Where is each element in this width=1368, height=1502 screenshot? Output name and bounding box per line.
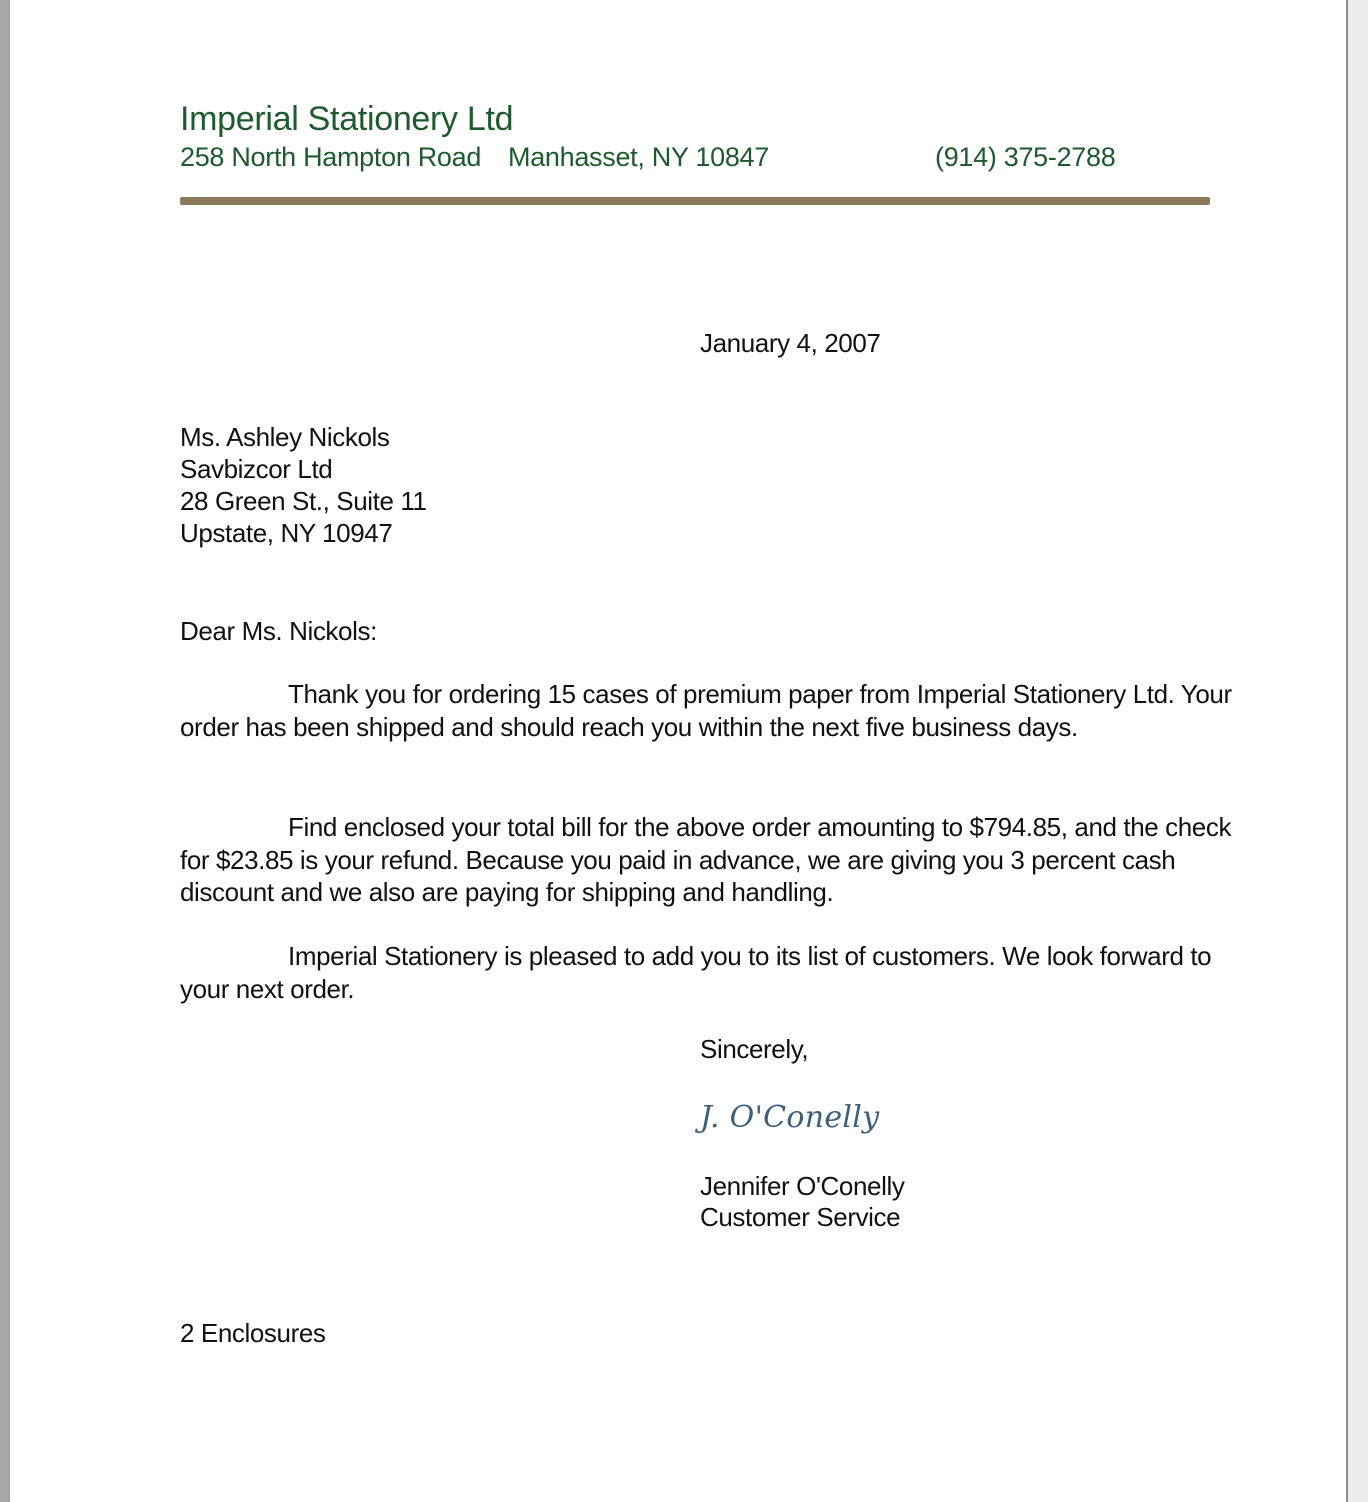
signer-name: Jennifer O'Conelly [700,1171,905,1201]
salutation: Dear Ms. Nickols: [180,616,377,646]
closing: Sincerely, [700,1034,809,1064]
signer-block [700,1170,904,1232]
company-street-address: 258 North Hampton Road [180,142,482,172]
letter-page [10,0,1346,1502]
page-edge-scroll-area [1346,0,1368,1502]
body-paragraph-1: Thank you for ordering 15 cases of premium paper from Imperial Stationery Ltd. Your order has been shipped and should reach you within the next five business days. [180,679,1232,742]
recipient-city: Upstate, NY 10947 [180,518,393,548]
company-city: Manhasset, NY 10847 [508,142,769,172]
body-paragraph-3: Imperial Stationery is pleased to add you to its list of customers. We look forward to your next order. [180,941,1212,1004]
signature: J. O'Conelly [700,1100,880,1135]
recipient-company: Savbizcor Ltd [180,454,333,484]
company-name: Imperial Stationery Ltd [180,100,514,138]
company-phone: (914) 375-2788 [935,142,1116,172]
body-paragraph-2: Find enclosed your total bill for the above order amounting to $794.85, and the check for $23.85 is your refund. Because you paid in advance, we are giving you 3 percent cash discount and we also are paying for shipping and handling. [180,812,1232,907]
enclosures-note: 2 Enclosures [180,1318,326,1348]
signer-title: Customer Service [700,1202,901,1232]
recipient-name: Ms. Ashley Nickols [180,422,390,452]
letterhead-divider [180,197,1210,205]
letter-date: January 4, 2007 [700,328,881,358]
recipient-address [180,421,427,549]
recipient-street: 28 Green St., Suite 11 [180,486,427,516]
